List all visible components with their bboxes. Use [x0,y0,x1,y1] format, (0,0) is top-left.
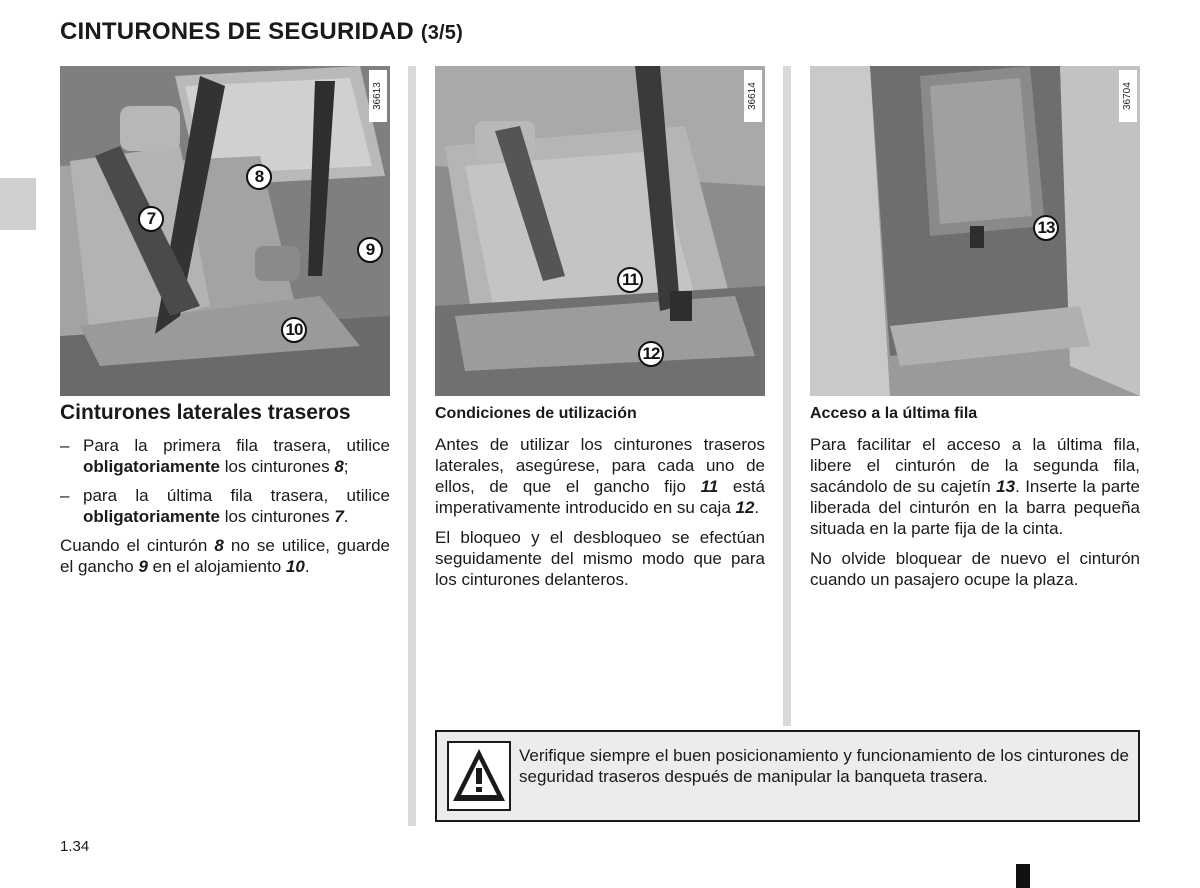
side-door-illustration [810,66,1140,396]
text: Para facilitar el acceso a la última fila, libere el cinturón de la segunda fila, sacándolo de su cajetín [810,435,1140,496]
callout-10: 10 [281,317,307,343]
paragraph-relock: No olvide bloquear de nuevo el cinturón cuando un pasajero ocupe la plaza. [810,549,1140,589]
reference-number: 11 [700,477,719,496]
reference-number: 8 [334,457,344,476]
bullet-first-row [60,435,390,477]
column-divider-1 [408,66,416,826]
text: . [754,498,760,517]
callout-11: 11 [617,267,643,293]
reference-number: 13 [996,477,1016,496]
corner-mark [1016,864,1030,888]
buckle-illustration [435,66,765,396]
paragraph-storage [60,535,390,577]
column-rear-lateral-belts [60,400,390,577]
figure-code: 36614 [744,70,762,122]
warning-text: Verifique siempre el buen posicionamiento y funcionamiento de los cinturones de seguridad traseros después de manipular la banqueta trasera. [519,746,1129,786]
chapter-tab [0,178,36,230]
page-title [60,18,463,46]
warning-box [435,730,1140,822]
section-heading: Condiciones de utilización [435,405,637,422]
callout-12: 12 [638,341,664,367]
reference-number: 12 [735,498,755,517]
last-row-access-photo [810,66,1140,396]
figure-code: 36704 [1119,70,1137,122]
section-heading: Cinturones laterales traseros [60,401,351,424]
column-last-row-access [810,400,1140,590]
text: los cinturones [219,507,335,526]
column-divider-2 [783,66,791,726]
reference-number: 10 [285,557,305,576]
text: ; [343,457,349,476]
text: para la última fila trasera, utilice [83,486,390,505]
text: en el alojamiento [147,557,286,576]
callout-7: 7 [138,206,164,232]
rear-seat-illustration [60,66,390,396]
title-part-indicator: (3/5) [420,22,463,44]
title-text: CINTURONES DE SEGURIDAD [60,18,414,45]
text: los cinturones [219,457,335,476]
page-number: 1.34 [60,838,90,855]
column-conditions-of-use [435,400,765,590]
rear-seat-belts-photo [60,66,390,396]
callout-8: 8 [246,164,272,190]
section-heading: Acceso a la última fila [810,405,978,422]
paragraph-locking: El bloqueo y el desbloqueo se efectúan seguidamente del mismo modo que para los cinturones delanteros. [435,528,765,589]
text: . Inserte la parte liberada del cinturón en la barra pequeña situada en la parte fija de la cinta. [810,477,1140,538]
figure-code: 36613 [369,70,387,122]
paragraph-check-hook [435,434,765,518]
text: Para la primera fila trasera, utilice [83,436,390,455]
warning-triangle-icon [447,741,511,811]
bullet-last-row [60,485,390,527]
reference-number: 7 [334,507,344,526]
emphasis: obligatoriamente [83,507,220,526]
emphasis: obligatoriamente [83,457,220,476]
paragraph-release-belt [810,434,1140,539]
text: Antes de utilizar los cinturones traseros laterales, asegúrese, para cada uno de ellos, de que el gancho fijo [435,435,765,496]
reference-number: 8 [214,536,224,555]
callout-13: 13 [1033,215,1059,241]
text: . [304,557,310,576]
seat-belt-buckle-photo [435,66,765,396]
bullet-dash: – [60,486,70,505]
bullet-dash: – [60,436,70,455]
reference-number: 9 [138,557,148,576]
text: no se utilice, guarde el gancho [60,536,390,576]
text: está imperativamente introducido en su caja [435,477,765,517]
callout-9: 9 [357,237,383,263]
text: . [343,507,349,526]
text: Cuando el cinturón [60,536,215,555]
